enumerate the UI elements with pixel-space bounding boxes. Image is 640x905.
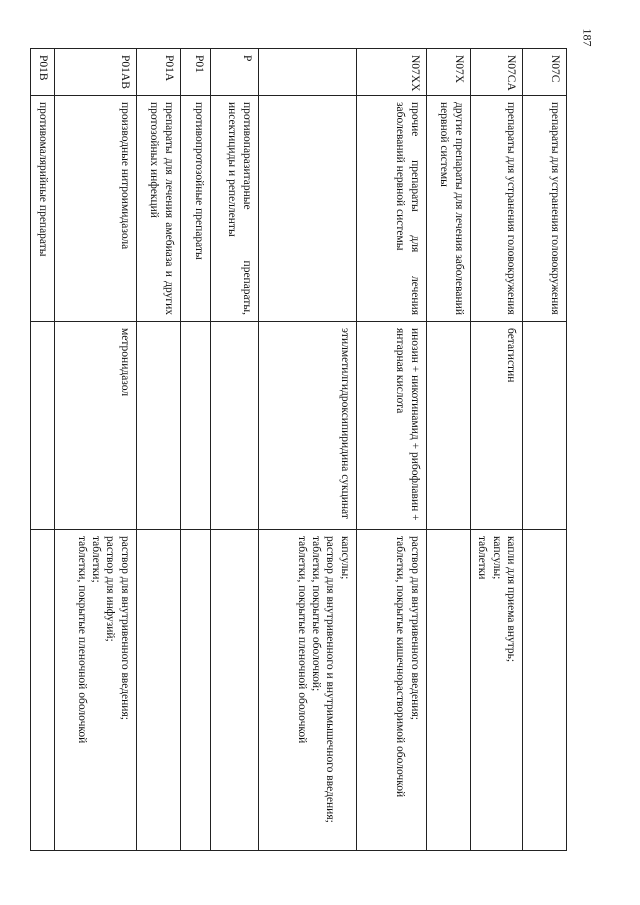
group-name-cell: другие препараты для лечения заболеваний нервной системы (426, 96, 470, 322)
dosage-forms-cell (258, 530, 356, 851)
group-name-cell: противомалярийные препараты (31, 96, 54, 322)
dosage-form-line: таблетки, покрытые пленочной оболочкой (75, 536, 88, 744)
group-name-cell: производные нитроимидазола (54, 96, 136, 322)
group-name-cell: противопаразитарные препараты, инсектициды и репелленты (210, 96, 258, 322)
atc-code-cell: P01AB (54, 49, 136, 96)
dosage-form-line: капсулы; (338, 536, 351, 580)
dosage-form-line: раствор для инфузий; (104, 536, 117, 642)
dosage-form-line: таблетки, покрытые пленочной оболочкой (295, 536, 308, 744)
dosage-forms-cell (31, 530, 54, 851)
group-name-cell (258, 96, 356, 322)
dosage-form-line: капли для приема внутрь; (505, 536, 517, 663)
atc-code-cell: N07CA (470, 49, 522, 96)
dosage-form-line: таблетки, покрытые кишечнорастворимой оболочкой (394, 536, 407, 798)
dosage-form-line: раствор для внутривенного введения; (408, 536, 421, 720)
dosage-forms-cell (210, 530, 258, 851)
drug-name-cell (136, 322, 180, 530)
atc-code-cell: N07C (523, 49, 567, 96)
drug-table (31, 48, 568, 851)
table-row (136, 49, 180, 851)
dosage-forms-cell (54, 530, 136, 851)
table-row (258, 49, 356, 851)
dosage-forms-cell (180, 530, 210, 851)
table-row (180, 49, 210, 851)
group-name-cell: препараты для устранения головокружения (470, 96, 522, 322)
dosage-form-line: капсулы; (490, 536, 503, 580)
dosage-form-line: таблетки (476, 536, 489, 580)
group-name-cell: прочие препараты для лечения заболеваний нервной системы (356, 96, 426, 322)
atc-code-cell: P01A (136, 49, 180, 96)
dosage-form-line: раствор для внутривенного и внутримышечного введения; (324, 536, 337, 823)
table-row (210, 49, 258, 851)
document-table-wrapper (36, 48, 567, 850)
drug-name-cell: инозин + никотинамид + рибофлавин + янтарная кислота (356, 322, 426, 530)
dosage-form-line: таблетки; (90, 536, 103, 583)
table-row (523, 49, 567, 851)
drug-name-cell (31, 322, 54, 530)
drug-name-cell: бетагистин (470, 322, 522, 530)
group-name-cell: препараты для лечения амебиаза и других протозойных инфекций (136, 96, 180, 322)
atc-code-cell: N07X (426, 49, 470, 96)
group-name-cell: противопротозойные препараты (180, 96, 210, 322)
table-row (470, 49, 522, 851)
atc-code-cell (258, 49, 356, 96)
drug-name-cell (210, 322, 258, 530)
drug-name-cell: метронидазол (54, 322, 136, 530)
table-row (54, 49, 136, 851)
page-number: 187 (580, 28, 595, 47)
dosage-forms-cell (426, 530, 470, 851)
dosage-forms-cell (523, 530, 567, 851)
dosage-form-line: таблетки, покрытые оболочкой; (310, 536, 323, 692)
drug-name-cell (180, 322, 210, 530)
dosage-form-line: раствор для внутривенного введения; (118, 536, 131, 720)
drug-name-cell (523, 322, 567, 530)
atc-code-cell: P01B (31, 49, 54, 96)
table-row (31, 49, 54, 851)
dosage-forms-cell (356, 530, 426, 851)
group-name-cell: препараты для устранения головокружения (523, 96, 567, 322)
atc-code-cell: N07XX (356, 49, 426, 96)
dosage-forms-cell (136, 530, 180, 851)
drug-name-cell: этилметилгидроксипиридина сукцинат (258, 322, 356, 530)
atc-code-cell: P01 (180, 49, 210, 96)
dosage-forms-cell (470, 530, 522, 851)
table-row (426, 49, 470, 851)
drug-name-cell (426, 322, 470, 530)
table-row (356, 49, 426, 851)
atc-code-cell: P (210, 49, 258, 96)
